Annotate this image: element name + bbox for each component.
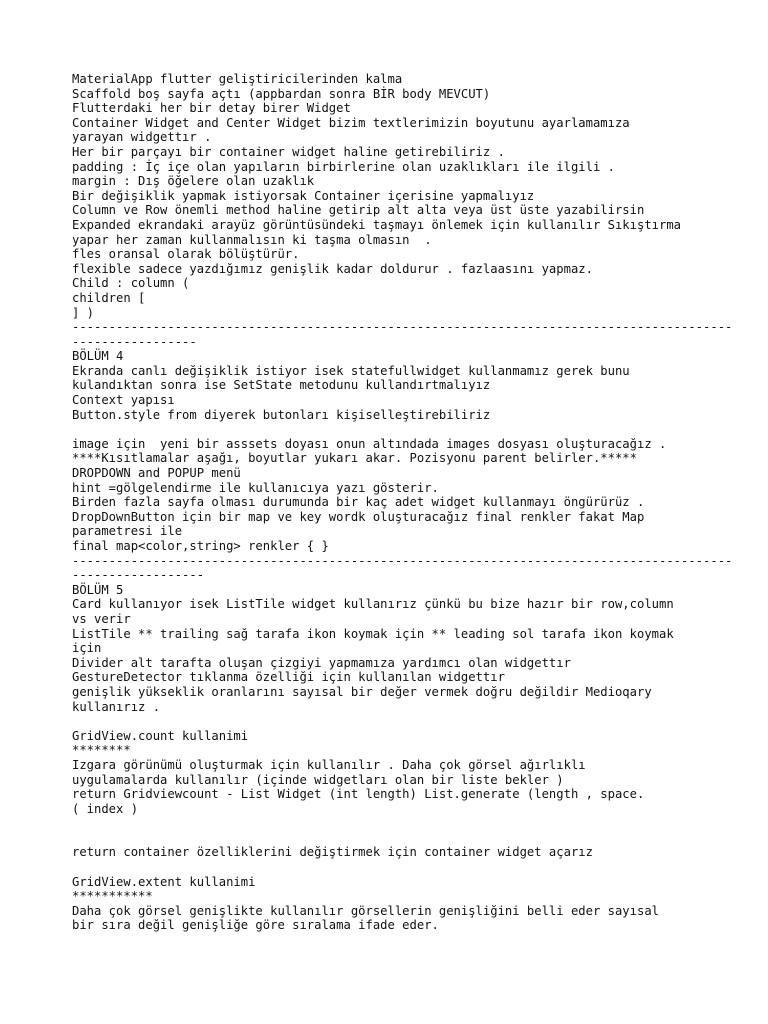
text-line: Ekranda canlı değişiklik istiyor isek statefullwidget kullanmamız gerek bunu bbox=[72, 363, 630, 378]
blank-line bbox=[72, 714, 702, 729]
text-line: flexible sadece yazdığımız genişlik kadar doldurur . fazlaasını yapmaz. bbox=[72, 261, 593, 276]
text-line: GridView.count kullanimi bbox=[72, 728, 249, 743]
text-line: genişlik yükseklik oranlarını sayısal bir değer vermek doğru değildir Medioqary bbox=[72, 684, 652, 699]
text-line: GestureDetector tıklanma özelliği için kullanılan widgettır bbox=[72, 670, 505, 685]
text-line: Izgara görünümü oluşturmak için kullanılır . Daha çok görsel ağırlıklı bbox=[72, 757, 586, 772]
text-line: kulandıktan sonra ise SetState metodunu kullandırtmalıyız bbox=[72, 378, 491, 393]
text-line: return Gridviewcount - List Widget (int length) List.generate (length , space. bbox=[72, 787, 645, 802]
text-line: ( index ) bbox=[72, 801, 139, 816]
text-line: Button.style from diyerek butonları kişiselleştirebiliriz bbox=[72, 407, 491, 422]
text-line: yarayan widgettır . bbox=[72, 130, 212, 145]
document-page bbox=[72, 72, 733, 933]
text-line: hint =gölgelendirme ile kullanıcıya yazı gösterir. bbox=[72, 480, 439, 495]
blank-line bbox=[72, 422, 702, 437]
text-line: vs verir bbox=[72, 611, 131, 626]
text-line: Expanded ekrandaki arayüz görüntüsündeki taşmayı önlemek için kullanılır Sıkıştırma bbox=[72, 217, 682, 232]
text-line: ------------------ bbox=[72, 568, 205, 583]
text-line: Daha çok görsel genişlikte kullanılır görsellerin genişliğini belli eder sayısal bbox=[72, 903, 659, 918]
text-line: Child : column ( bbox=[72, 276, 190, 291]
text-line: yapar her zaman kullanmalısın ki taşma olmasın . bbox=[72, 232, 432, 247]
text-line: uygulamalarda kullanılır (içinde widgetları olan bir liste bekler ) bbox=[72, 772, 564, 787]
text-line: Context yapısı bbox=[72, 393, 175, 408]
blank-line bbox=[72, 860, 702, 875]
text-line: Flutterdaki her bir detay birer Widget bbox=[72, 101, 351, 116]
text-line: children [ bbox=[72, 290, 146, 305]
text-line: ] ) bbox=[72, 305, 95, 320]
text-line: kullanırız . bbox=[72, 699, 161, 714]
text-line: Bir değişiklik yapmak istiyorsak Container içerisine yapmalıyız bbox=[72, 188, 535, 203]
text-line: BÖLÜM 4 bbox=[72, 349, 124, 364]
text-line: ListTile ** trailing sağ tarafa ikon koymak için ** leading sol tarafa ikon koymak bbox=[72, 626, 674, 641]
text-line: fles oransal olarak bölüştürür. bbox=[72, 247, 300, 262]
text-line: DROPDOWN and POPUP menü bbox=[72, 466, 241, 481]
text-line: image için yeni bir asssets doyası onun altındada images dosyası oluşturacağız . bbox=[72, 436, 667, 451]
text-line: DropDownButton için bir map ve key wordk oluşturacağız final renkler fakat Map bbox=[72, 509, 645, 524]
text-line: BÖLÜM 5 bbox=[72, 582, 124, 597]
text-line: padding : İç içe olan yapıların birbirlerine olan uzaklıkları ile ilgili . bbox=[72, 159, 615, 174]
blank-line bbox=[72, 816, 702, 831]
text-line: MaterialApp flutter geliştiricilerinden kalma bbox=[72, 72, 403, 86]
text-line: Container Widget and Center Widget bizim textlerimizin boyutunu ayarlamamıza bbox=[72, 115, 630, 130]
text-line: Her bir parçayı bir container widget haline getirebiliriz . bbox=[72, 144, 505, 159]
text-line: Divider alt tarafta oluşan çizgiyi yapmamıza yardımcı olan widgettır bbox=[72, 655, 571, 670]
text-line: için bbox=[72, 641, 102, 656]
text-line: return container özelliklerini değiştirmek için container widget açarız bbox=[72, 845, 593, 860]
blank-line bbox=[72, 831, 702, 846]
text-line: Scaffold boş sayfa açtı (appbardan sonra BİR body MEVCUT) bbox=[72, 86, 491, 101]
text-line: ******** bbox=[72, 743, 131, 758]
text-line: ****Kısıtlamalar aşağı, boyutlar yukarı akar. Pozisyonu parent belirler.***** bbox=[72, 451, 637, 466]
text-line: ----------------- bbox=[72, 334, 197, 349]
text-line: ------------------------------------------------------------------------------------------ bbox=[72, 553, 733, 568]
text-line: margin : Dış öğelere olan uzaklık bbox=[72, 174, 315, 189]
text-line: Column ve Row önemli method haline getirip alt alta veya üst üste yazabilirsin bbox=[72, 203, 645, 218]
text-line: parametresi ile bbox=[72, 524, 183, 539]
text-line: *********** bbox=[72, 889, 153, 904]
text-line: bir sıra değil genişliğe göre sıralama ifade eder. bbox=[72, 918, 439, 933]
text-line: final map<color,string> renkler { } bbox=[72, 539, 329, 553]
text-line: GridView.extent kullanimi bbox=[72, 874, 256, 889]
text-line: Birden fazla sayfa olması durumunda bir kaç adet widget kullanmayı öngürürüz . bbox=[72, 495, 645, 510]
text-line: ------------------------------------------------------------------------------------------ bbox=[72, 320, 733, 335]
text-line: Card kullanıyor isek ListTile widget kullanırız çünkü bu bize hazır bir row,column bbox=[72, 597, 674, 612]
